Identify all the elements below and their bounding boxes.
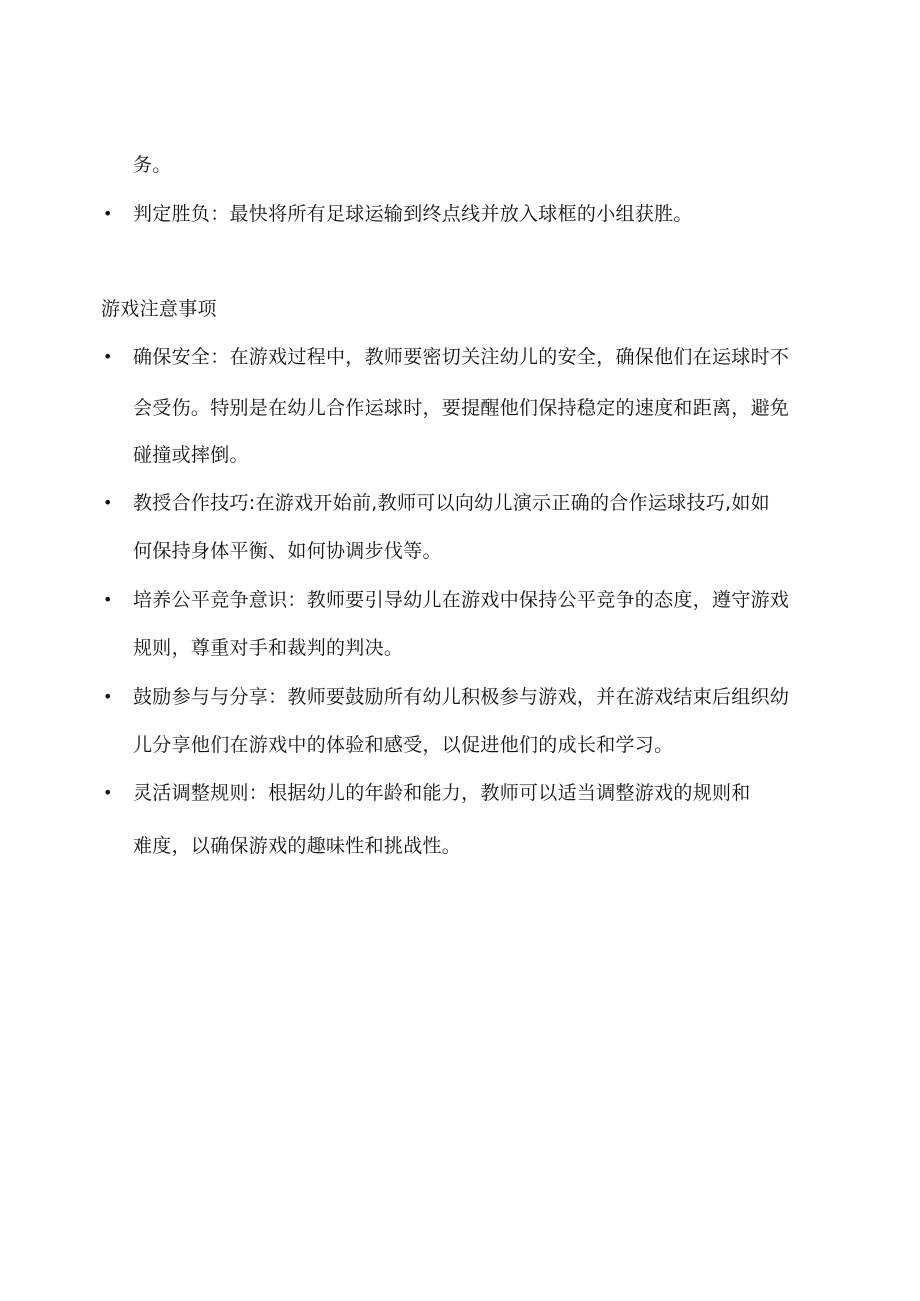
safety-item-line: 碰撞或摔倒。 <box>133 444 249 466</box>
section-heading: 游戏注意事项 <box>101 298 217 320</box>
safety-item-line: 确保安全：在游戏过程中，教师要密切关注幼儿的安全，确保他们在运球时不 <box>133 346 790 368</box>
bullet-marker: • <box>103 783 113 802</box>
bullet-marker: • <box>103 590 113 609</box>
bullet-marker: • <box>103 687 113 706</box>
bullet-marker: • <box>103 493 113 512</box>
sharing-item-line: 鼓励参与与分享：教师要鼓励所有幼儿积极参与游戏，并在游戏结束后组织幼 <box>133 686 790 708</box>
bullet-marker: • <box>103 204 113 223</box>
sharing-item-line: 儿分享他们在游戏中的体验和感受，以促进他们的成长和学习。 <box>133 734 674 756</box>
continuation-text: 务。 <box>133 154 172 176</box>
safety-item-line: 会受伤。特别是在幼儿合作运球时，要提醒他们保持稳定的速度和距离，避免 <box>133 397 790 419</box>
flexible-rules-item-line: 灵活调整规则：根据幼儿的年龄和能力，教师可以适当调整游戏的规则和 <box>133 782 751 804</box>
flexible-rules-item-line: 难度，以确保游戏的趣味性和挑战性。 <box>133 835 462 857</box>
judge-rule-text: 判定胜负：最快将所有足球运输到终点线并放入球框的小组获胜。 <box>133 203 693 225</box>
fair-play-item-line: 规则，尊重对手和裁判的判决。 <box>133 637 404 659</box>
fair-play-item-line: 培养公平竞争意识：教师要引导幼儿在游戏中保持公平竞争的态度，遵守游戏 <box>133 589 790 611</box>
bullet-marker: • <box>103 347 113 366</box>
cooperation-item-line: 何保持身体平衡、如何协调步伐等。 <box>133 540 442 562</box>
cooperation-item-line: 教授合作技巧:在游戏开始前,教师可以向幼儿演示正确的合作运球技巧,如如 <box>133 492 770 514</box>
